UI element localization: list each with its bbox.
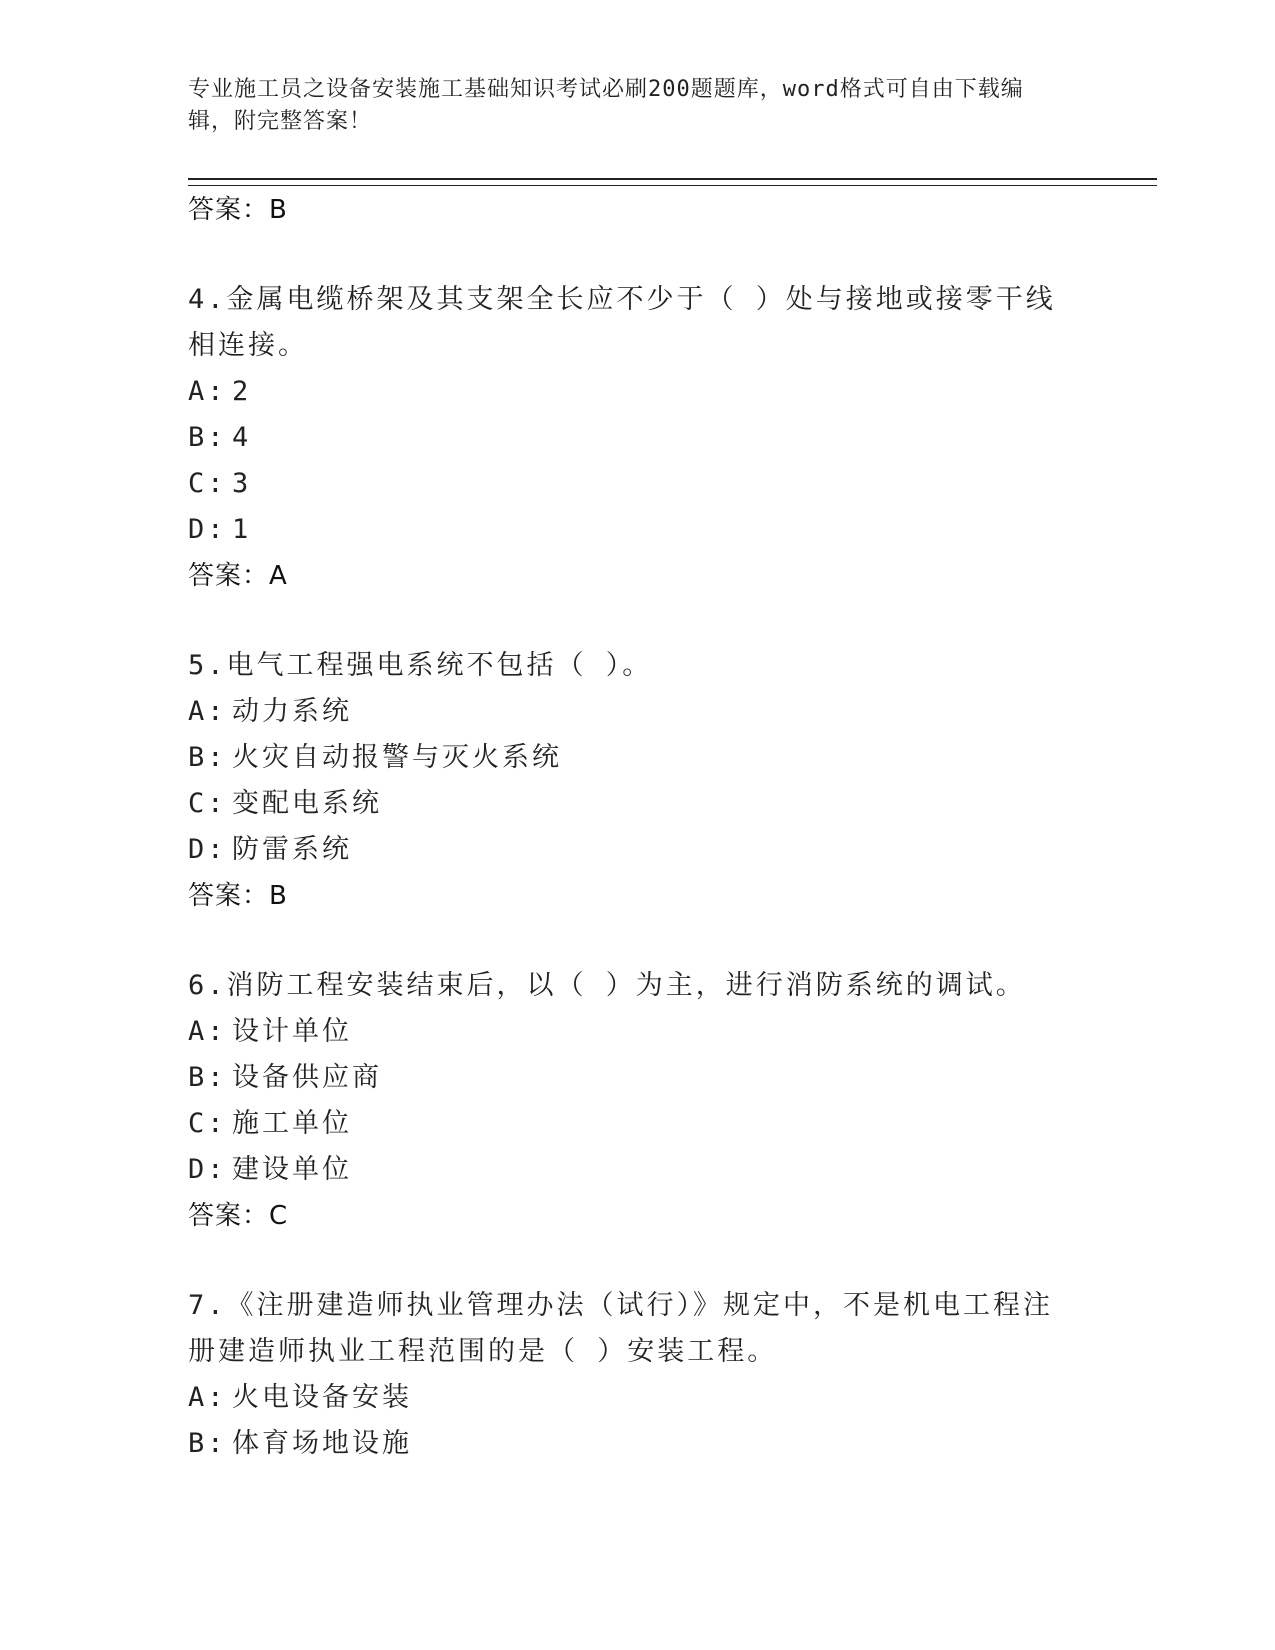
answer-line: 答案：B [188, 881, 288, 911]
option-c [188, 1101, 1088, 1147]
option-a [188, 1009, 1088, 1055]
option-value: 设备供应商 [232, 1062, 382, 1093]
option-value: 变配电系统 [232, 788, 382, 819]
question-4 [188, 277, 1088, 599]
option-b [188, 415, 1088, 461]
option-b [188, 735, 1088, 781]
question-text: 6.消防工程安装结束后，以（ ）为主，进行消防系统的调试。 [188, 970, 1026, 1001]
answer-line: 答案：C [188, 1201, 289, 1231]
question-5 [188, 643, 1088, 919]
option-b [188, 1421, 1088, 1467]
option-value: 建设单位 [232, 1154, 352, 1185]
answer-line: 答案：B [188, 195, 288, 225]
option-key: C: [188, 468, 227, 499]
option-key: A: [188, 376, 227, 407]
option-c [188, 781, 1088, 827]
document-body [188, 187, 1088, 1467]
option-a [188, 689, 1088, 735]
option-value: 设计单位 [232, 1016, 352, 1047]
option-value: 施工单位 [232, 1108, 352, 1139]
option-value: 3 [232, 468, 252, 499]
option-c [188, 461, 1088, 507]
option-value: 火灾自动报警与灭火系统 [232, 742, 562, 773]
option-key: A: [188, 696, 227, 727]
header-divider [188, 178, 1157, 186]
option-key: B: [188, 1062, 227, 1093]
option-key: D: [188, 834, 227, 865]
question-text: 7.《注册建造师执业管理办法（试行）》规定中，不是机电工程注册建造师执业工程范围的是（ ）安装工程。 [188, 1290, 1054, 1367]
option-key: B: [188, 742, 227, 773]
option-value: 防雷系统 [232, 834, 352, 865]
option-value: 2 [232, 376, 252, 407]
option-b [188, 1055, 1088, 1101]
option-value: 火电设备安装 [232, 1382, 412, 1413]
option-key: D: [188, 1154, 227, 1185]
answer-line: 答案：A [188, 561, 288, 591]
option-a [188, 369, 1088, 415]
option-key: C: [188, 1108, 227, 1139]
document-header: 专业施工员之设备安装施工基础知识考试必刷200题题库，word格式可自由下载编辑，附完整答案！ [188, 77, 1024, 134]
question-7 [188, 1283, 1088, 1467]
option-key: B: [188, 422, 227, 453]
option-key: D: [188, 514, 227, 545]
option-value: 动力系统 [232, 696, 352, 727]
option-value: 4 [232, 422, 252, 453]
option-d [188, 1147, 1088, 1193]
option-key: A: [188, 1382, 227, 1413]
option-a [188, 1375, 1088, 1421]
question-6 [188, 963, 1088, 1239]
option-key: C: [188, 788, 227, 819]
option-d [188, 827, 1088, 873]
question-text: 4.金属电缆桥架及其支架全长应不少于（ ）处与接地或接零干线相连接。 [188, 284, 1056, 361]
option-value: 体育场地设施 [232, 1428, 412, 1459]
option-d [188, 507, 1088, 553]
question-text: 5.电气工程强电系统不包括（ ）。 [188, 650, 653, 681]
option-key: A: [188, 1016, 227, 1047]
option-key: B: [188, 1428, 227, 1459]
option-value: 1 [232, 514, 252, 545]
